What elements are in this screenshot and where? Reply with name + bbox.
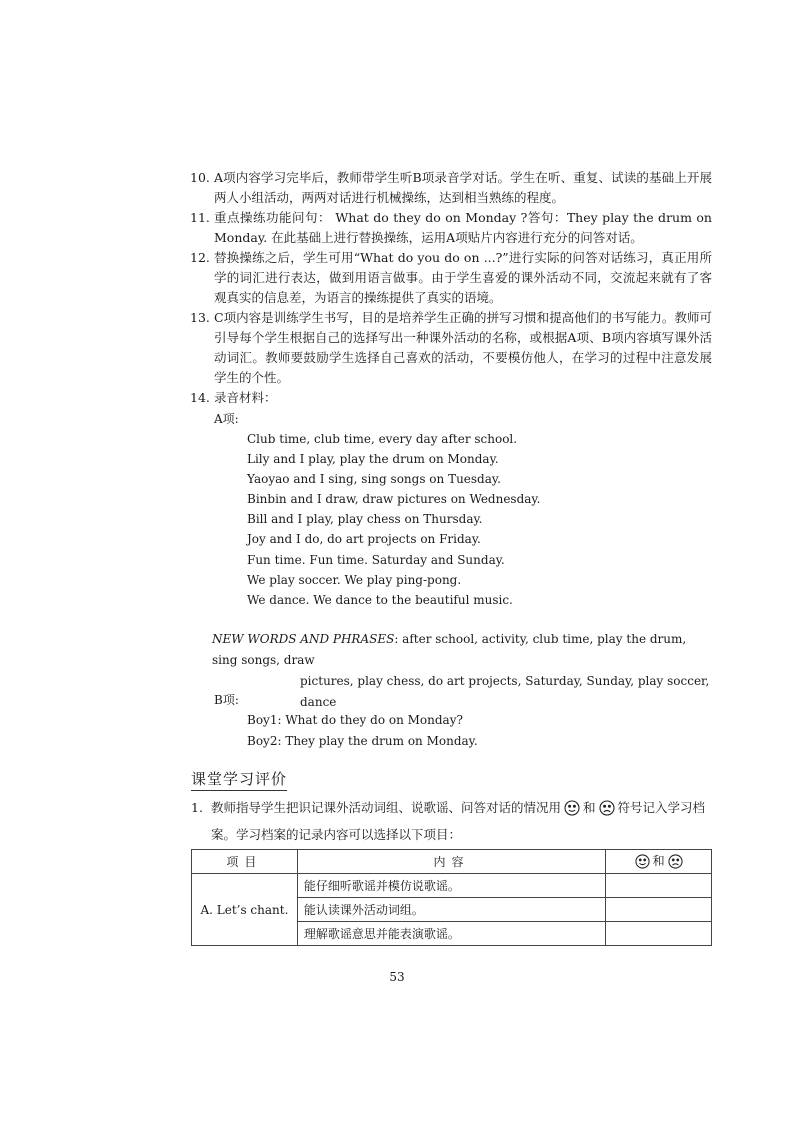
eval-text-before: 教师指导学生把识记课外活动词组、说歌谣、问答对话的情况用 (211, 800, 562, 815)
new-words-label: NEW WORDS AND PHRASES (212, 632, 395, 646)
new-words-list-2: pictures, play chess, do art projects, Saturday, Sunday, play soccer, dance (300, 674, 710, 709)
chant-line: Fun time. Fun time. Saturday and Sunday. (247, 552, 505, 567)
table-header-content: 内容 (297, 850, 605, 874)
step-number: 13. (190, 310, 210, 325)
table-cell-rating (606, 922, 712, 946)
table-cell-rating (606, 874, 712, 898)
chant-line: Binbin and I draw, draw pictures on Wednesday. (247, 492, 541, 507)
dialog-line: Boy2: They play the drum on Monday. (247, 734, 478, 748)
new-words-list-1: : after school, activity, club time, play the drum, sing songs, draw (212, 632, 687, 667)
step-text: C项内容是训练学生书写，目的是培养学生正确的拼写习惯和提高他们的书写能力。教师可引导每个学生根据自己的选择写出一种课外活动的名称，或根据A项、B项内容填写课外活动词汇。教师要鼓励学生选择自己喜欢的活动，不要模仿他人，在学习的过程中注意发展学生的个性。 (214, 310, 712, 385)
step-item-10 (190, 168, 712, 208)
step-item-13 (190, 308, 712, 388)
chant-line: Bill and I play, play chess on Thursday. (247, 512, 483, 527)
step-number: 12. (190, 250, 210, 265)
new-words-block (212, 629, 712, 713)
chant-line: Lily and I play, play the drum on Monday. (247, 452, 499, 467)
table-group-label: A. Let’s chant. (192, 874, 298, 946)
section-title: 课堂学习评价 (191, 768, 287, 791)
table-cell-content: 能认读课外活动词组。 (297, 898, 605, 922)
section-a-label: A项: (214, 412, 239, 426)
step-item-14 (190, 388, 712, 408)
sad-face-icon (668, 854, 683, 872)
eval-text-after: 符号记入学习档案。学习档案的记录内容可以选择以下项目： (211, 800, 706, 842)
step-number: 11. (190, 210, 210, 225)
smiley-face-icon (564, 800, 580, 823)
eval-number: 1. (191, 800, 203, 815)
table-header-row (192, 850, 712, 874)
eval-and-word: 和 (583, 800, 596, 815)
eval-text (191, 796, 713, 846)
new-words-line1 (212, 629, 712, 671)
dialog-line: Boy1: What do they do on Monday? (247, 713, 463, 727)
chant-line: Club time, club time, every day after school. (247, 432, 518, 446)
chant-line: Joy and I do, do art projects on Friday. (247, 532, 481, 547)
teaching-steps (190, 168, 712, 408)
chant-lines (247, 429, 540, 610)
table-cell-content: 能仔细听歌谣并模仿说歌谣。 (297, 874, 605, 898)
table-header-faces (606, 850, 712, 874)
step-number: 14. (190, 390, 210, 405)
sad-face-icon (599, 800, 615, 823)
chant-line: We dance. We dance to the beautiful music. (247, 592, 513, 607)
step-number: 10. (190, 170, 210, 185)
evaluation-item (191, 796, 713, 846)
chant-line: We play soccer. We play ping-pong. (247, 572, 462, 587)
step-text: A项内容学习完毕后，教师带学生听B项录音学对话。学生在听、重复、试读的基础上开展两人小组活动，两两对话进行机械操练，达到相当熟练的程度。 (214, 170, 712, 205)
table-row (192, 874, 712, 898)
step-text: 重点操练功能问句： What do they do on Monday ?答句：They play the drum on Monday. 在此基础上进行替换操练，运用A项贴片内容进行充分的问答对话。 (214, 210, 712, 245)
step-item-11 (190, 208, 712, 248)
chant-line: Yaoyao and I sing, sing songs on Tuesday. (247, 472, 501, 487)
section-b-label: B项: (214, 693, 239, 707)
header-and-word: 和 (652, 853, 665, 868)
step-text: 替换操练之后，学生可用“What do you do on ...?”进行实际的问答对话练习，真正用所学的词汇进行表达，做到用语言做事。由于学生喜爱的课外活动不同，交流起来就有了客观真实的信息差，为语言的操练提供了真实的语境。 (214, 250, 712, 305)
table-header-item: 项目 (192, 850, 298, 874)
dialog-lines (247, 710, 478, 752)
step-item-12 (190, 248, 712, 308)
step-text: 录音材料： (214, 390, 277, 405)
evaluation-table (191, 849, 712, 946)
page-number: 53 (389, 970, 405, 984)
table-cell-content: 理解歌谣意思并能表演歌谣。 (297, 922, 605, 946)
smiley-face-icon (635, 854, 650, 872)
table-cell-rating (606, 898, 712, 922)
